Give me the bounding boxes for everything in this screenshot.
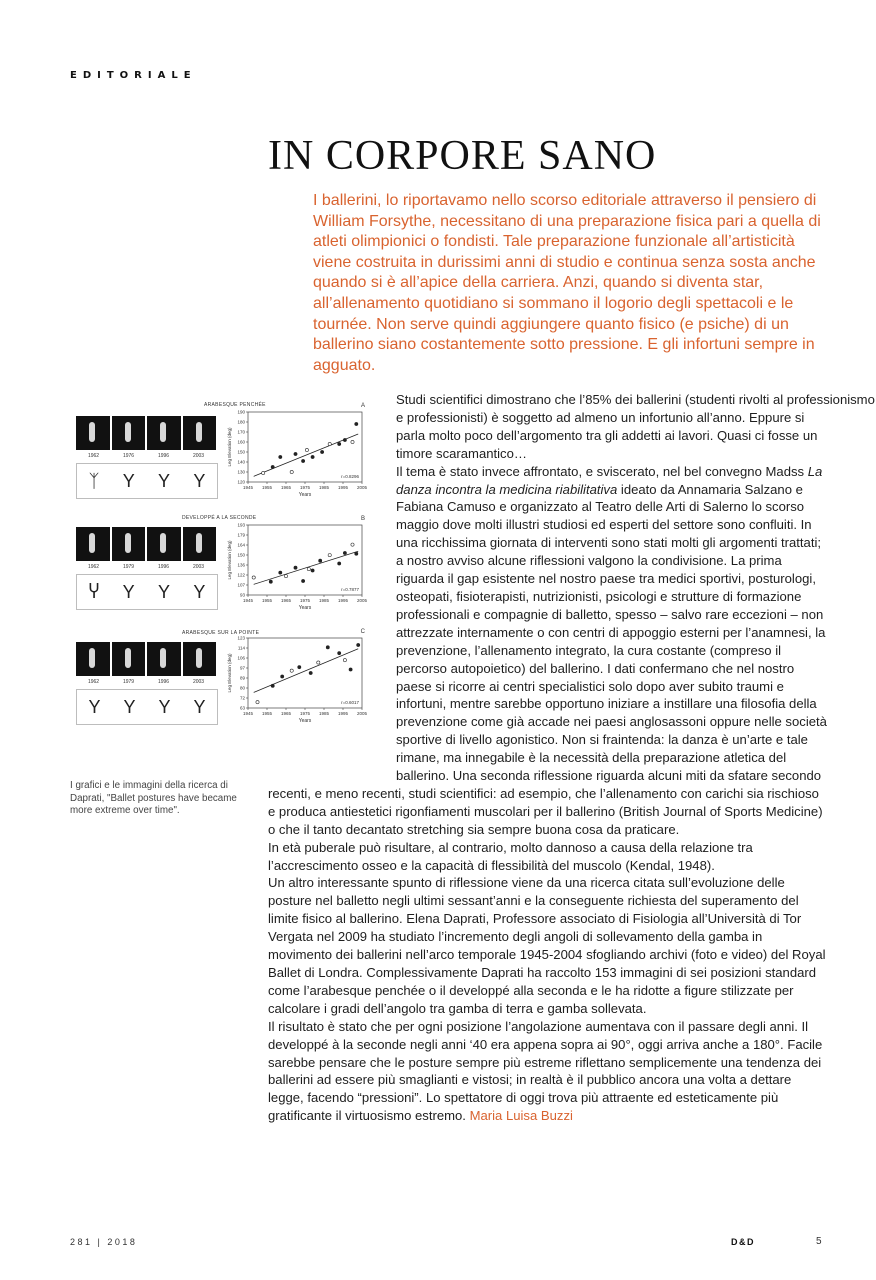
article-title: IN CORPORE SANO	[268, 133, 657, 179]
body-paragraph: Un altro interessante spunto di riflessione viene da una ricerca citata sull’evoluzione delle posture nel balletto negli ultimi sessant’anni e la conseguente richiesta del superamento del limite fisico al ballerino. Elena Daprati, Professore associato di Fisiologia all’Università di Tor Vergata nel 2009 ha studiato l’incremento degli angoli di sollevamento della gamba in movimento dei ballerini nell’arco temporale 1945-2004 sfogliando archivi (foto e video) del Royal Ballet di Londra. Complessivamente Daprati ha raccolto 153 immagini di sei posizioni standard come l’arabesque penchée o il developpé alla seconda e le ha ridotte a figure stilizzate per calcolare i gradi dell’angolo tra gamba di terra e gamba sollevata.	[268, 875, 826, 1016]
plot-letter: B	[360, 516, 365, 522]
x-tick-label: 1995	[337, 711, 349, 716]
y-tick-label: 170	[237, 429, 245, 435]
author-name: Maria Luisa Buzzi	[469, 1108, 573, 1124]
article-lead: I ballerini, lo riportavamo nello scorso editoriale attraverso il pensiero di William Forsythe, necessitano di una preparazione fisica pari a quella di atleti olimpionici o fondisti. Tale preparazione funzionale all’artisticità viene costruita in durissimi anni di studio e continua senza sosta anche quando si è all’apice della carriera. Anzi, quando si diventa star, all’allenamento quotidiano si sommano il logorio degli spettacoli e le tournée. Non serve quindi aggiungere quanto fisico (e psiche) di un ballerino siano costantemente sotto pressione. E gli infortuni sempre in agguato.	[313, 192, 821, 374]
stick-figure-icon: Y	[158, 696, 171, 717]
y-axis-label: Leg Elevation (deg)	[227, 540, 232, 580]
year-label: 1979	[122, 679, 135, 685]
year-label: 1996	[157, 564, 170, 570]
panel-c-title: ARABESQUE SUR LA POINTE	[182, 630, 260, 636]
body-text-run: Il risultato è stato che per ogni posizione l’angolazione aumentava con il passare degli anni. Il developpé à la seconde negli anni ‘40 era appena sopra ai 90°, oggi arriva anche a 180°. Facile sarebbe pensare che le posture sempre più estreme riflettano semplicemente una tendenza dei ballerini ad essere più smaglianti e vistosi; in realtà è il pubblico ancora una volta a dettare legge, facendo “pressioni”. Lo spettatore di oggi trova più attraente ed esteticamente più gratificante il virtuosismo estremo.	[268, 1018, 823, 1124]
x-axis-label: Years	[298, 605, 312, 611]
y-tick-label: 136	[237, 562, 245, 568]
x-tick-label: 2005	[356, 711, 368, 716]
year-label: 1979	[122, 564, 135, 570]
x-tick-label: 1945	[242, 711, 254, 716]
plot-letter: C	[360, 629, 365, 635]
panel-b-title: DEVELOPPÉ A LA SECONDE	[182, 515, 257, 521]
x-tick-label: 1975	[299, 598, 311, 603]
year-label: 1962	[87, 679, 100, 685]
year-label: 1976	[122, 453, 135, 459]
issue-number: 281 | 2018	[70, 1237, 138, 1247]
stick-figure-icon: Y	[193, 470, 206, 491]
y-tick-label: 114	[237, 645, 245, 651]
stick-figure-icon: Y	[193, 581, 206, 602]
y-tick-label: 130	[237, 469, 245, 475]
x-tick-label: 2005	[356, 485, 368, 490]
x-tick-label: 1955	[261, 711, 273, 716]
x-tick-label: 1945	[242, 598, 254, 603]
x-axis-label: Years	[298, 492, 312, 498]
x-tick-label: 1965	[280, 598, 292, 603]
y-tick-label: 93	[239, 592, 245, 598]
correlation-label: r=0.6017	[341, 700, 359, 705]
year-label: 2003	[192, 453, 205, 459]
y-tick-label: 193	[237, 522, 245, 528]
figure-wrap-spacer	[0, 391, 396, 769]
x-tick-label: 1975	[299, 485, 311, 490]
y-tick-label: 72	[239, 695, 245, 701]
x-axis-label: Years	[298, 718, 312, 724]
figure-caption: I grafici e le immagini della ricerca di Daprati, "Ballet postures have became more extreme over time".	[70, 780, 237, 816]
y-tick-label: 123	[237, 635, 245, 641]
stick-figure-icon: Y	[157, 581, 170, 602]
x-tick-label: 1985	[318, 711, 330, 716]
y-axis-label: Leg Elevation (deg)	[227, 653, 232, 693]
y-tick-label: 179	[237, 532, 245, 538]
year-label: 1962	[87, 564, 100, 570]
stick-figure-icon: Y	[193, 696, 206, 717]
x-tick-label: 1955	[261, 485, 273, 490]
y-tick-label: 63	[239, 705, 245, 711]
plot-letter: A	[360, 403, 365, 409]
year-label: 1962	[87, 453, 100, 459]
y-tick-label: 150	[237, 552, 245, 558]
year-label: 2003	[192, 679, 205, 685]
stick-figure-icon: Y	[158, 470, 171, 491]
y-tick-label: 164	[237, 542, 245, 548]
magazine-brand: D&D	[731, 1237, 755, 1247]
body-paragraph: In età puberale può risultare, al contrario, molto dannoso a causa della relazione tra l’accrescimento osseo e la capacità di flessibilità del muscolo (Kendal, 1948).	[268, 839, 753, 873]
stick-figure-icon: Ⴤ	[88, 581, 100, 602]
x-tick-label: 1965	[280, 485, 292, 490]
y-tick-label: 122	[237, 572, 245, 578]
page-number: 5	[816, 1236, 822, 1247]
x-tick-label: 1965	[280, 711, 292, 716]
stick-figure-icon: ᛉ	[88, 470, 100, 491]
y-tick-label: 97	[239, 665, 245, 671]
conference-title: La danza incontra la medicina riabilitativa	[396, 463, 823, 497]
y-tick-label: 89	[239, 675, 245, 681]
y-tick-label: 107	[237, 582, 245, 588]
y-tick-label: 140	[237, 459, 245, 465]
x-tick-label: 1985	[318, 485, 330, 490]
correlation-label: r=0.8296	[341, 474, 359, 479]
y-tick-label: 120	[237, 479, 245, 485]
year-label: 2003	[192, 564, 205, 570]
y-tick-label: 180	[237, 419, 245, 425]
stick-figure-icon: Y	[122, 581, 135, 602]
x-tick-label: 1945	[242, 485, 254, 490]
year-label: 1996	[157, 453, 170, 459]
body-paragraph: Studi scientifici dimostrano che l’85% dei ballerini (studenti rivolti al professionismo e professionisti) è soggetto ad almeno un infortunio all’anno. Eppure si parla molto poco dell’argomento tra gli addetti ai lavori. Quasi ci fosse un timore scaramantico…	[396, 392, 875, 461]
stick-figure-icon: Y	[88, 696, 101, 717]
body-paragraph	[268, 1018, 828, 1125]
y-tick-label: 80	[239, 685, 245, 691]
correlation-label: r=0.7877	[341, 587, 359, 592]
y-tick-label: 190	[237, 409, 245, 415]
x-tick-label: 1955	[261, 598, 273, 603]
x-tick-label: 1975	[299, 711, 311, 716]
x-tick-label: 1985	[318, 598, 330, 603]
y-tick-label: 106	[237, 655, 245, 661]
x-tick-label: 2005	[356, 598, 368, 603]
stick-figure-icon: Y	[123, 696, 136, 717]
body-text-run: Il tema è stato invece affrontato, e sviscerato, nel bel convegno Madss	[396, 463, 808, 479]
y-tick-label: 150	[237, 449, 245, 455]
body-text-run: ideato da Annamaria Salzano e Fabiana Camuso e organizzato al Teatro delle Arti di Salerno lo scorso maggio dove molti illustri studiosi ed esperti del settore sono confluiti. In una ricchissima giornata di interventi sono stati molti gli argomenti trattati; a nostro avviso alcune riflessioni valgono la condivisione. La prima riguarda il gap esistente nel nostro paese tra medici sportivi, posturologi, osteopati, fisioterapisti, nutrizionisti, psicologi e strutture di formazione professionali e compagnie di balletto, spesso – salvo rare eccezioni – non attrezzate internamente o con centri di appoggio esterni per l’anamnesi, la prevenzione, l’allenamento integrato, la cura costante (compreso il percorso autopoietico) del ballerino. I dati confermano che nel nostro paese si ricorre ai centri specialistici solo dopo aver subito traumi e infortuni, mentre sarebbe opportuno iniziare a instillare una filosofia della prevenzione come già accade nei paesi anglosassoni oppure nelle società sportive di livello agonistico. Non si fraintenda: la danza è un’arte e tale rimane, ma innegabile è la necessità della preparazione atletica del ballerino. Una seconda riflessione riguarda alcuni miti da sfatare secondo recenti, e meno recenti, studi scientifici: ad esempio, che l’allenamento con carichi sia rischioso e produca antiestetici rigonfiamenti muscolari per il ballerino (British Journal of Sports Medicine) o che il tanto decantato stretching sia sempre buona cosa da praticare.	[268, 481, 827, 837]
section-label: EDITORIALE	[70, 70, 197, 81]
panel-a-title: ARABESQUE PENCHÉE	[204, 402, 266, 408]
year-label: 1996	[157, 679, 170, 685]
x-tick-label: 1995	[337, 598, 349, 603]
y-axis-label: Leg Elevation (deg)	[227, 427, 232, 467]
x-tick-label: 1995	[337, 485, 349, 490]
stick-figure-icon: Y	[122, 470, 135, 491]
y-tick-label: 160	[237, 439, 245, 445]
text-wrap-spacer	[0, 0, 876, 391]
